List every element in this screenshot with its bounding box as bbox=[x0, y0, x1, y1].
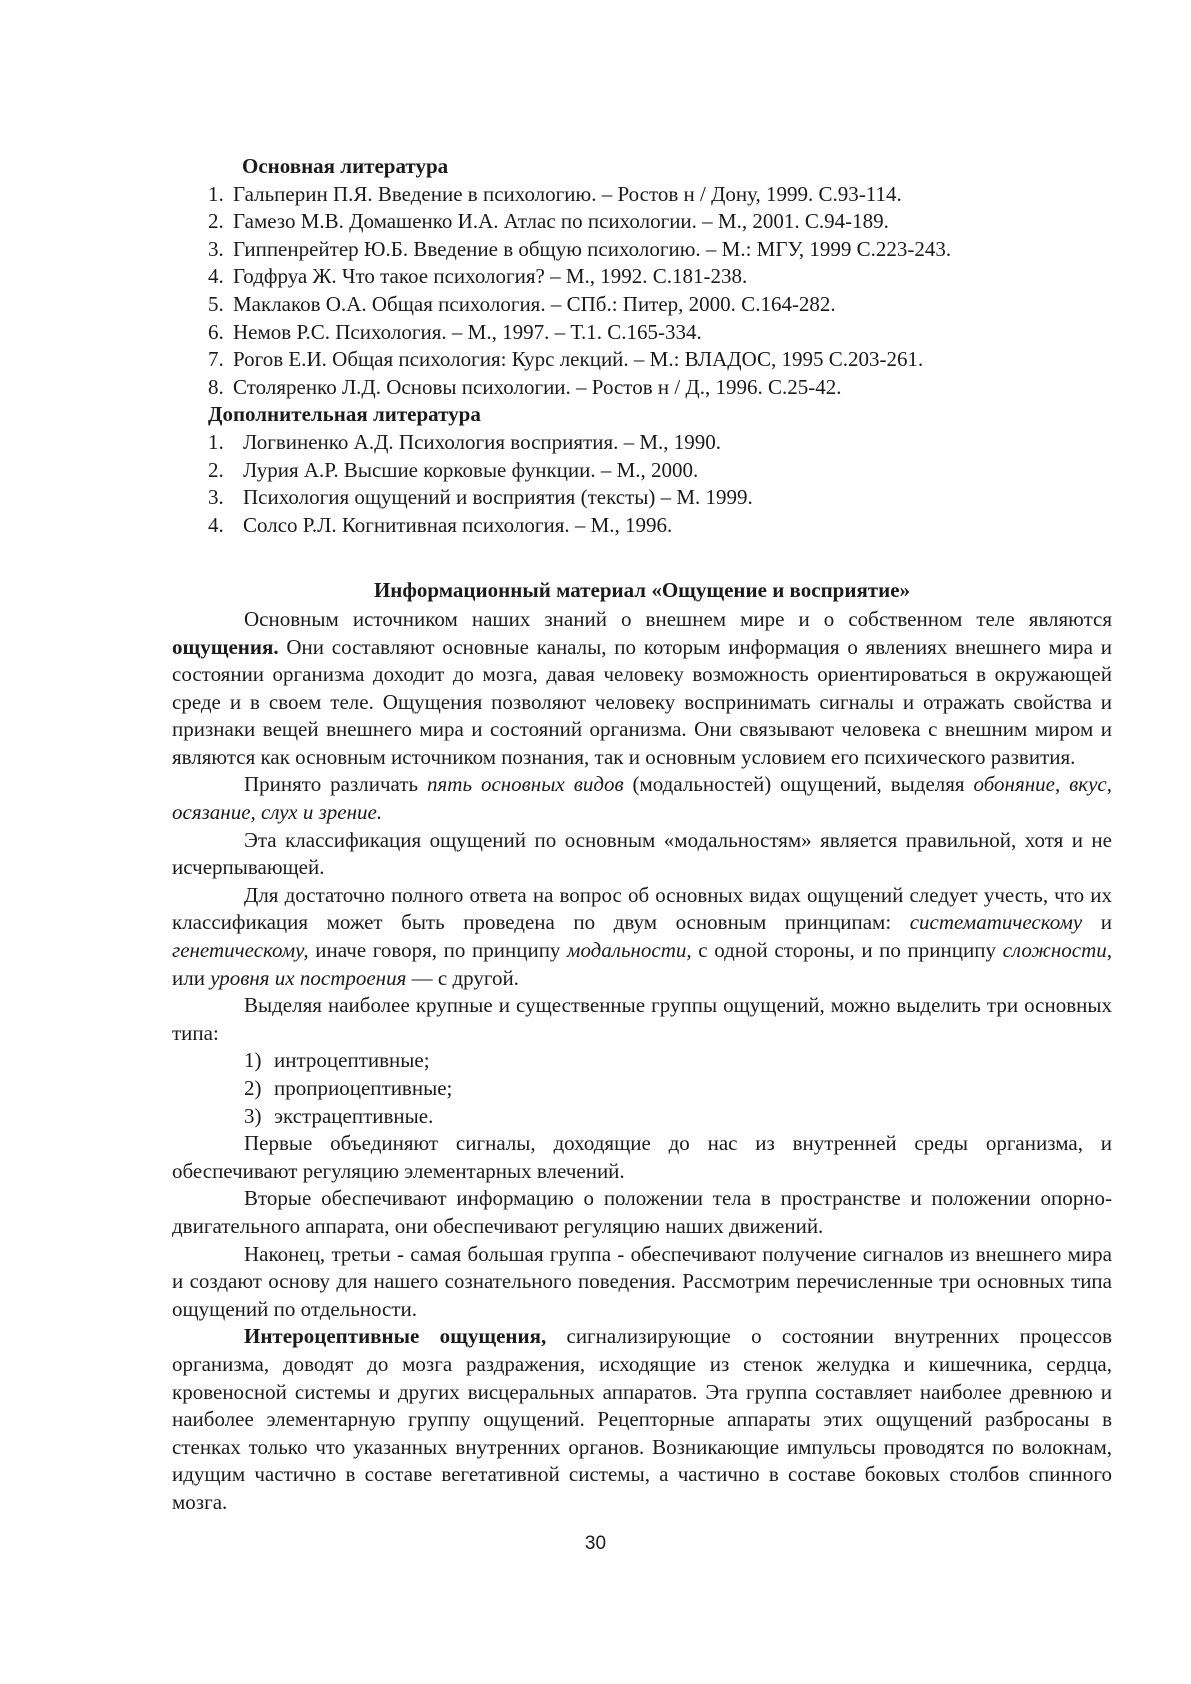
list-item: 1) интроцептивные; bbox=[244, 1048, 430, 1073]
list-item: 2. Гамезо М.В. Домашенко И.А. Атлас по психологии. – М., 2001. С.94-189. bbox=[208, 209, 889, 234]
list-item: 6. Немов Р.С. Психология. – М., 1997. – Т.1. С.165-334. bbox=[208, 319, 702, 344]
italic-term: генетическому, bbox=[172, 938, 309, 963]
list-item: 7. Рогов Е.И. Общая психология: Курс лекций. – М.: ВЛАДОС, 1995 С.203-261. bbox=[208, 347, 924, 372]
page-number: 30 bbox=[584, 1533, 607, 1554]
list-item: 3. Гиппенрейтер Ю.Б. Введение в общую психологию. – М.: МГУ, 1999 С.223-243. bbox=[208, 236, 952, 261]
section-title: Информационный материал «Ощущение и восприятие» bbox=[373, 578, 911, 603]
bold-term: ощущения. bbox=[172, 634, 279, 659]
basic-literature-heading: Основная литература bbox=[242, 154, 449, 178]
paragraph: Для достаточно полного ответа на вопрос об основных видах ощущений следует учесть, что их классификация может быть проведена по двум основным принципам: систематическому и генетическому, иначе говоря, по принципу модальности, с одной стороны, и по принципу сложности, или уровня их построения — с другой. bbox=[172, 882, 1112, 990]
italic-term: уровня их построения bbox=[210, 965, 407, 990]
italic-term: модальности, bbox=[567, 938, 692, 963]
list-item: 5. Маклаков О.А. Общая психология. – СПб.: Питер, 2000. С.164-282. bbox=[208, 291, 836, 316]
paragraph: Наконец, третьи - самая большая группа - обеспечивают получение сигналов из внешнего мира и создают основу для нашего сознательного поведения. Рассмотрим перечисленные три основных типа ощущений по отдельности. bbox=[172, 1241, 1112, 1321]
list-item: 1. Логвиненко А.Д. Психология восприятия. – М., 1990. bbox=[208, 429, 722, 454]
paragraph: Эта классификация ощущений по основным «модальностям» является правильной, хотя и не исчерпывающей. bbox=[172, 827, 1112, 880]
additional-literature-heading: Дополнительная литература bbox=[208, 402, 481, 427]
page-content bbox=[172, 153, 1112, 1517]
paragraph: Выделяя наиболее крупные и существенные группы ощущений, можно выделить три основных типа: bbox=[172, 993, 1112, 1045]
list-item: 1. Гальперин П.Я. Введение в психологию. – Ростов н / Дону, 1999. С.93-114. bbox=[208, 181, 902, 206]
paragraph: Интероцептивные ощущения, сигнализирующие о состоянии внутренних процессов организма, доводят до мозга раздражения, исходящие из стенок желудка и кишечника, сердца, кровеносной системы и других висцеральных аппаратов. Эта группа составляет наиболее древнюю и наиболее элементарную группу ощущений. Рецепторные аппараты этих ощущений разбросаны в стенках только что указанных внутренних органов. Возникающие импульсы проводятся по волокнам, идущим частично в составе вегетативной системы, а частично в составе боковых столбов спинного мозга. bbox=[172, 1324, 1112, 1514]
italic-term: систематическому bbox=[909, 910, 1083, 935]
italic-term: обоняние, вкус, осязание, слух и зрение. bbox=[172, 772, 1112, 825]
list-item: 3. Психология ощущений и восприятия (тексты) – М. 1999. bbox=[208, 485, 753, 510]
italic-term: пять основных видов bbox=[427, 772, 624, 797]
list-item: 4. Солсо Р.Л. Когнитивная психология. – М., 1996. bbox=[208, 512, 673, 537]
basic-literature-list bbox=[172, 181, 1112, 402]
paragraph: Принято различать пять основных видов (модальностей) ощущений, выделяя обоняние, вкус, осязание, слух и зрение. bbox=[172, 772, 1112, 825]
bold-term: Интероцептивные ощущения, bbox=[244, 1324, 547, 1349]
paragraph: Основным источником наших знаний о внешнем мире и о собственном теле являются ощущения. Они составляют основные каналы, по которым информация о явлениях внешнего мира и состоянии организма доходит до мозга, давая человеку возможность ориентироваться в окружающей среде и в своем теле. Ощущения позволяют человеку воспринимать сигналы и отражать свойства и признаки вещей внешнего мира и состояний организма. Они связывают человека с внешним миром и являются как основным источником познания, так и основным условием его психического развития. bbox=[172, 606, 1112, 769]
additional-literature-list bbox=[172, 429, 1112, 539]
list-item: 8. Столяренко Л.Д. Основы психологии. – Ростов н / Д., 1996. С.25-42. bbox=[208, 374, 842, 399]
paragraph: Первые объединяют сигналы, доходящие до нас из внутренней среды организма, и обеспечивают регуляцию элементарных влечений. bbox=[172, 1131, 1112, 1183]
list-item: 2. Лурия А.Р. Высшие корковые функции. – М., 2000. bbox=[208, 457, 699, 482]
list-item: 4. Годфруа Ж. Что такое психология? – М., 1992. С.181-238. bbox=[208, 264, 748, 289]
sensation-types-list bbox=[172, 1047, 1112, 1130]
list-item: 3) экстрацептивные. bbox=[244, 1103, 434, 1128]
list-item: 2) проприоцептивные; bbox=[244, 1076, 453, 1100]
italic-term: сложности, bbox=[1002, 938, 1112, 963]
paragraph: Вторые обеспечивают информацию о положении тела в пространстве и положении опорно-двигательного аппарата, они обеспечивают регуляцию наших движений. bbox=[172, 1186, 1112, 1238]
